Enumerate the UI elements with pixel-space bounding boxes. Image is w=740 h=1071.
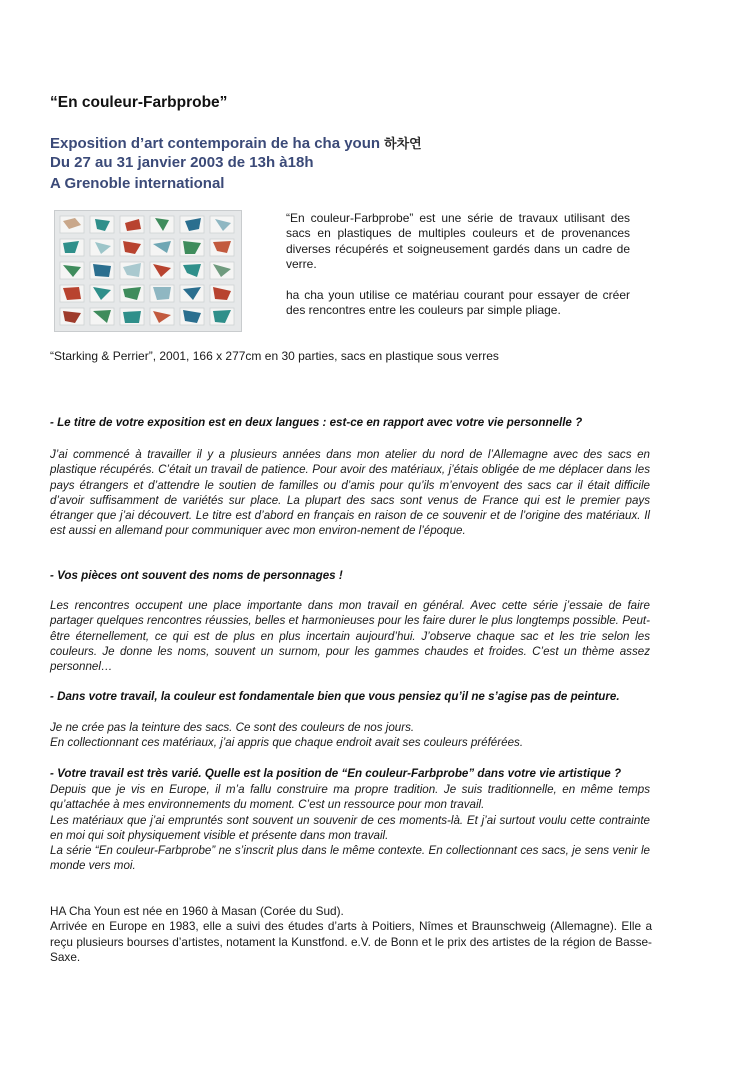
exhibition-subtitle [50,133,422,152]
intro-paragraph-2: ha cha youn utilise ce matériau courant pour essayer de créer des rencontres entre les couleurs par simple pliage. [286,287,630,318]
answer-2-text: Les rencontres occupent une place importante dans mon travail en général. Avec cette série j’essaie de faire partager quelques rencontres réussies, belles et harmonieuses pour les faire durer le plus longtemps possible. Peut-être éternellement, ce qui est de plus en plus incertain aujourd’hui. J’observe chaque sac et les trie selon les couleurs. Je donne les noms, souvent un surnom, pour les gammes chaudes et froides. C’est un thème assez personnel… [50,599,650,674]
answer-4-paragraph-1: Depuis que je vis en Europe, il m’a fallu construire ma propre tradition. Je suis traditionnelle, en même temps qu’attachée à mes environnements du moment. C’est un ressource pour mon travail. [50,783,650,812]
answer-1-text: J’ai commencé à travailler il y a plusieurs années dans mon atelier du nord de l’Allemagne avec des sacs en plastique récupérés. C’était un travail de patience. Pour avoir des matériaux, j’étais obligée de me déplacer dans les pays étrangers et d’attendre le soutien de familles ou d’amis pour qu’ils m’envoyent des sacs car il était difficile d’avoir suffisamment de variétés sur place. La plupart des sacs sont venus de France qui est le premier pays étranger que j’ai découvert. Le titre est d’abord en français en raison de ce souvenir et de l’origine des matériaux. Il est aussi en allemand pour communiquer avec mon environ-nement de l’époque. [50,448,650,538]
exhibition-subtitle-text: Exposition d’art contemporain de ha cha youn [50,135,381,152]
page-title: “En couleur-Farbprobe” [50,94,228,111]
intro-paragraph-1: “En couleur-Farbprobe” est une série de travaux utilisant des sacs en plastiques de multiples couleurs et de provenances diverses récupérés et soigneusement gardés dans un cadre de verre. [286,211,630,272]
answer-2 [50,598,650,674]
answer-1 [50,447,650,539]
answer-4-paragraph-2: Les matériaux que j’ai empruntés sont souvent un souvenir de ces moments-là. Et j’ai surtout voulu cette contrainte en moi qui soit physiquement visible et présente dans mon travail. [50,813,650,842]
artwork-illustration [55,211,241,331]
question-1: - Le titre de votre exposition est en deux langues : est-ce en rapport avec votre vie personnelle ? [50,416,583,429]
artist-bio [50,904,652,966]
bio-line-2: Arrivée en Europe en 1983, elle a suivi des études d’arts à Poitiers, Nîmes et Braunschweig (Allemagne). Elle a reçu plusieurs bourses d’artistes, notament la Kunstfond. e.V. de Bonn et le prix des artistes de la région de Basse-Saxe. [50,919,652,965]
question-3: - Dans votre travail, la couleur est fondamentale bien que vous pensiez qu’il ne s’agise pas de peinture. [50,690,620,703]
bio-line-1: HA Cha Youn est née en 1960 à Masan (Corée du Sud). [50,904,344,918]
artwork-image [54,210,242,332]
exhibition-dates: Du 27 au 31 janvier 2003 de 13h à18h [50,154,314,171]
answer-4-paragraph-3: La série “En couleur-Farbprobe” ne s’inscrit plus dans le même contexte. En collectionnant ces sacs, je sens venir le monde vers moi. [50,844,650,873]
answer-3-line-2: En collectionnant ces matériaux, j’ai appris que chaque endroit avait ses couleurs préférées. [50,736,524,750]
answer-4 [50,782,650,874]
answer-3-line-1: Je ne crée pas la teinture des sacs. Ce sont des couleurs de nos jours. [50,721,415,734]
question-2: - Vos pièces ont souvent des noms de personnages ! [50,569,343,582]
artwork-caption: “Starking & Perrier”, 2001, 166 x 277cm en 30 parties, sacs en plastique sous verres [50,349,499,363]
answer-3 [50,720,650,751]
artist-korean-name: 하차연 [384,136,422,151]
exhibition-location: A Grenoble international [50,175,225,192]
question-4: - Votre travail est très varié. Quelle est la position de “En couleur-Farbprobe” dans votre vie artistique ? [50,767,622,780]
intro-text [286,211,630,333]
